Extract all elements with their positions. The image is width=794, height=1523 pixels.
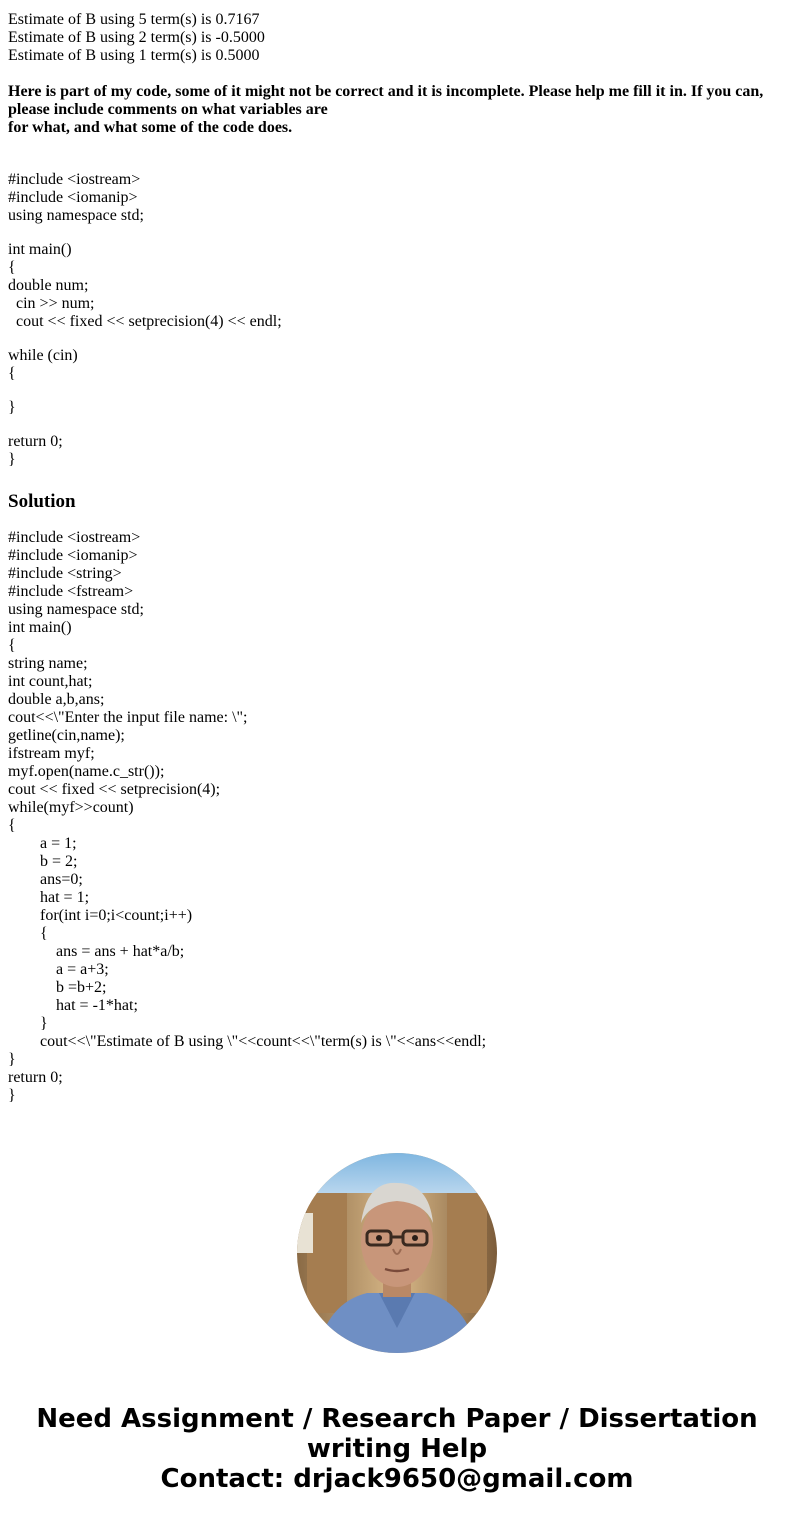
code-line: cout << fixed << setprecision(4); bbox=[8, 781, 221, 798]
output-line: Estimate of B using 2 term(s) is -0.5000 bbox=[8, 29, 265, 46]
output-line: Estimate of B using 1 term(s) is 0.5000 bbox=[8, 47, 260, 64]
code-line: for(int i=0;i<count;i++) bbox=[8, 907, 193, 924]
code-line: b = 2; bbox=[8, 853, 78, 870]
solution-heading: Solution bbox=[8, 491, 76, 512]
code-line: #include <iostream> bbox=[8, 171, 141, 188]
question-line: Here is part of my code, some of it might not be correct and it is incomplete. Please help me fill it in. If you can, bbox=[8, 83, 764, 100]
code-line: return 0; bbox=[8, 1069, 63, 1086]
question-line: for what, and what some of the code does. bbox=[8, 119, 293, 136]
code-line: } bbox=[8, 399, 16, 416]
code-line: double num; bbox=[8, 277, 89, 294]
code-line: b =b+2; bbox=[8, 979, 107, 996]
code-line: } bbox=[8, 1051, 16, 1068]
code-line: ifstream myf; bbox=[8, 745, 95, 762]
output-line: Estimate of B using 5 term(s) is 0.7167 bbox=[8, 11, 260, 28]
code-line: { bbox=[8, 925, 48, 942]
code-line: ans=0; bbox=[8, 871, 83, 888]
code-line: { bbox=[8, 817, 16, 834]
code-line: double a,b,ans; bbox=[8, 691, 105, 708]
code-line: using namespace std; bbox=[8, 207, 144, 224]
code-line: cin >> num; bbox=[8, 295, 95, 312]
code-line: cout<<\"Enter the input file name: \"; bbox=[8, 709, 248, 726]
code-line: return 0; bbox=[8, 433, 63, 450]
footer-contact: Contact: drjack9650@gmail.com bbox=[160, 1464, 634, 1494]
code-line: cout<<\"Estimate of B using \"<<count<<\"term(s) is \"<<ans<<endl; bbox=[8, 1033, 487, 1050]
code-line: { bbox=[8, 365, 16, 382]
code-line: int main() bbox=[8, 619, 72, 636]
footer-line: writing Help bbox=[306, 1434, 488, 1464]
code-line: getline(cin,name); bbox=[8, 727, 125, 744]
question-text bbox=[8, 83, 786, 137]
code-line: using namespace std; bbox=[8, 601, 144, 618]
code-line: while (cin) bbox=[8, 347, 78, 364]
code-line: } bbox=[8, 451, 16, 468]
footer-line: Need Assignment / Research Paper / Dissertation bbox=[36, 1404, 758, 1434]
footer-banner bbox=[0, 1404, 794, 1494]
code-line: { bbox=[8, 259, 16, 276]
code-line: hat = -1*hat; bbox=[8, 997, 138, 1014]
program-output bbox=[8, 11, 786, 65]
question-code bbox=[8, 171, 786, 469]
code-line: #include <iostream> bbox=[8, 529, 141, 546]
author-avatar bbox=[297, 1153, 497, 1353]
code-line: int main() bbox=[8, 241, 72, 258]
question-line: please include comments on what variables are bbox=[8, 101, 328, 118]
code-line: #include <fstream> bbox=[8, 583, 134, 600]
code-line: } bbox=[8, 1015, 48, 1032]
code-line: #include <iomanip> bbox=[8, 547, 138, 564]
page-content bbox=[8, 11, 786, 1105]
portrait-image bbox=[297, 1153, 497, 1353]
code-line: while(myf>>count) bbox=[8, 799, 134, 816]
code-line: string name; bbox=[8, 655, 88, 672]
code-line: } bbox=[8, 1087, 16, 1104]
code-line: hat = 1; bbox=[8, 889, 90, 906]
solution-code bbox=[8, 529, 786, 1105]
code-line: cout << fixed << setprecision(4) << endl; bbox=[8, 313, 282, 330]
code-line: a = a+3; bbox=[8, 961, 109, 978]
code-line: int count,hat; bbox=[8, 673, 93, 690]
code-line: #include <iomanip> bbox=[8, 189, 138, 206]
code-line: { bbox=[8, 637, 16, 654]
code-line: #include <string> bbox=[8, 565, 122, 582]
code-line: a = 1; bbox=[8, 835, 77, 852]
code-line: myf.open(name.c_str()); bbox=[8, 763, 165, 780]
code-line: ans = ans + hat*a/b; bbox=[8, 943, 185, 960]
